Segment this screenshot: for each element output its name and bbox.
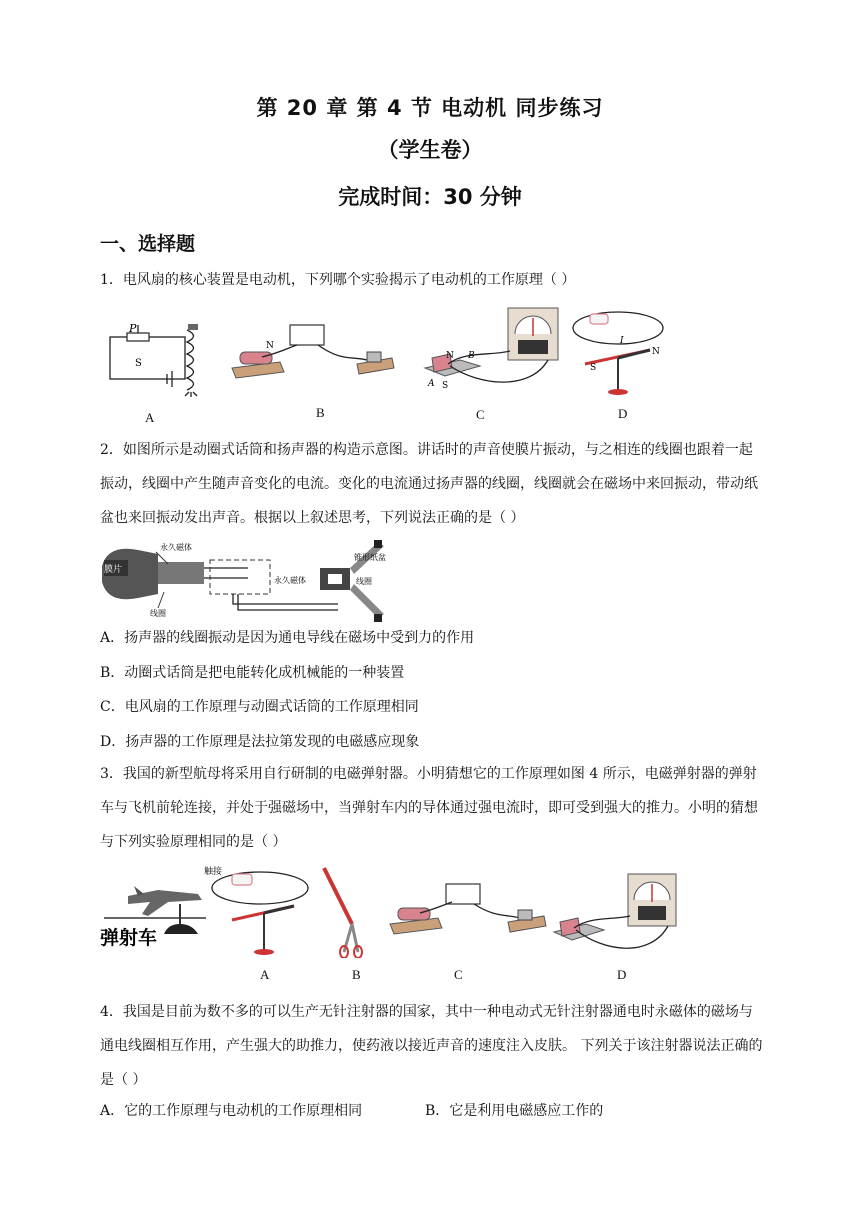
q1c-label-b: B [468, 351, 475, 361]
q1d-label-s: S [590, 363, 597, 373]
q1c-label-n: N [446, 351, 454, 361]
q1a-label-s: S [135, 358, 142, 369]
q1a-label-p: P [129, 322, 137, 335]
q2-option-c: C．电风扇的工作原理与动圈式话筒的工作原理相同 [100, 699, 419, 715]
q1d-label-n: N [652, 347, 660, 357]
q1-label-c: C [476, 407, 485, 422]
time-limit: 完成时间：30 分钟 [338, 185, 522, 209]
q1-label-b: B [316, 405, 325, 420]
q3-label-b: B [352, 967, 361, 982]
q1-figure-d [570, 306, 670, 396]
q3-label-a: A [260, 967, 270, 982]
q2-label-coil2: 线圈 [356, 577, 372, 586]
q1c-label-a: A [428, 379, 435, 389]
q1d-label-i: I [620, 336, 624, 346]
q1b-label-n: N [266, 341, 274, 351]
question-1-text: 1．电风扇的核心装置是电动机，下列哪个实验揭示了电动机的工作原理（ ） [100, 272, 576, 288]
q2-option-d: D．扬声器的工作原理是法拉第发现的电磁感应现象 [100, 734, 420, 750]
q4-option-b: B．它是利用电磁感应工作的 [425, 1103, 604, 1119]
q3-figure-b [318, 862, 378, 958]
q3-figure-c [384, 882, 554, 942]
q3-figure-a [202, 862, 312, 958]
q2-option-b: B．动圈式话筒是把电能转化成机械能的一种装置 [100, 665, 405, 681]
q3a-contact-label: 触接 [204, 867, 223, 877]
q3-catapult-label: 弹射车 [100, 927, 158, 949]
q3-figure-d [550, 872, 680, 968]
q2-option-a: A．扬声器的线圈振动是因为通电导线在磁场中受到力的作用 [100, 630, 475, 646]
q1-label-a: A [145, 410, 155, 425]
q2-label-cone: 锥形纸盆 [354, 553, 386, 562]
question-3-text: 3．我国的新型航母将采用自行研制的电磁弹射器。小明猜想它的工作原理如图 4 所示，电磁弹射器的弹射车与飞机前轮连接，并处于强磁场中，当弹射车内的导体通过强电流时，即可受到强大的推力。小明的猜想与下列实验原理相同的是（ ） [100, 766, 758, 850]
q2-label-magnet2: 永久磁体 [274, 576, 306, 585]
page-subtitle: （学生卷） [377, 138, 483, 162]
q2-figure [98, 538, 398, 626]
q1c-label-s: S [442, 381, 449, 391]
q4-option-a: A．它的工作原理与电动机的工作原理相同 [100, 1103, 363, 1119]
question-4-text: 4．我国是目前为数不多的可以生产无针注射器的国家，其中一种电动式无针注射器通电时永磁体的磁场与通电线圈相互作用，产生强大的助推力，使药液以接近声音的速度注入皮肤。 下列关于该注射器说法正确的是（ ） [100, 1004, 763, 1088]
question-2-text: 2．如图所示是动圈式话筒和扬声器的构造示意图。讲话时的声音使膜片振动，与之相连的线圈也跟着一起振动，线圈中产生随声音变化的电流。变化的电流通过扬声器的线圈，线圈就会在磁场中来回振动，带动纸盆也来回振动发出声音。根据以上叙述思考，下列说法正确的是（ ） [100, 442, 758, 526]
page-title: 第 20 章 第 4 节 电动机 同步练习 [256, 96, 604, 120]
q3-figure-jet [98, 876, 208, 954]
q2-label-coil1: 线圈 [150, 609, 166, 618]
q1-label-d: D [618, 406, 628, 421]
q1-figure-b [222, 322, 402, 387]
q1-figure-a [105, 322, 215, 397]
section-heading: 一、选择题 [100, 233, 196, 255]
q3-label-c: C [454, 967, 463, 982]
q2-label-magnet1: 永久磁体 [160, 543, 192, 552]
q2-label-diaphragm: 膜片 [104, 565, 123, 575]
q3-label-d: D [617, 967, 627, 982]
q1-figure-c [420, 306, 570, 401]
